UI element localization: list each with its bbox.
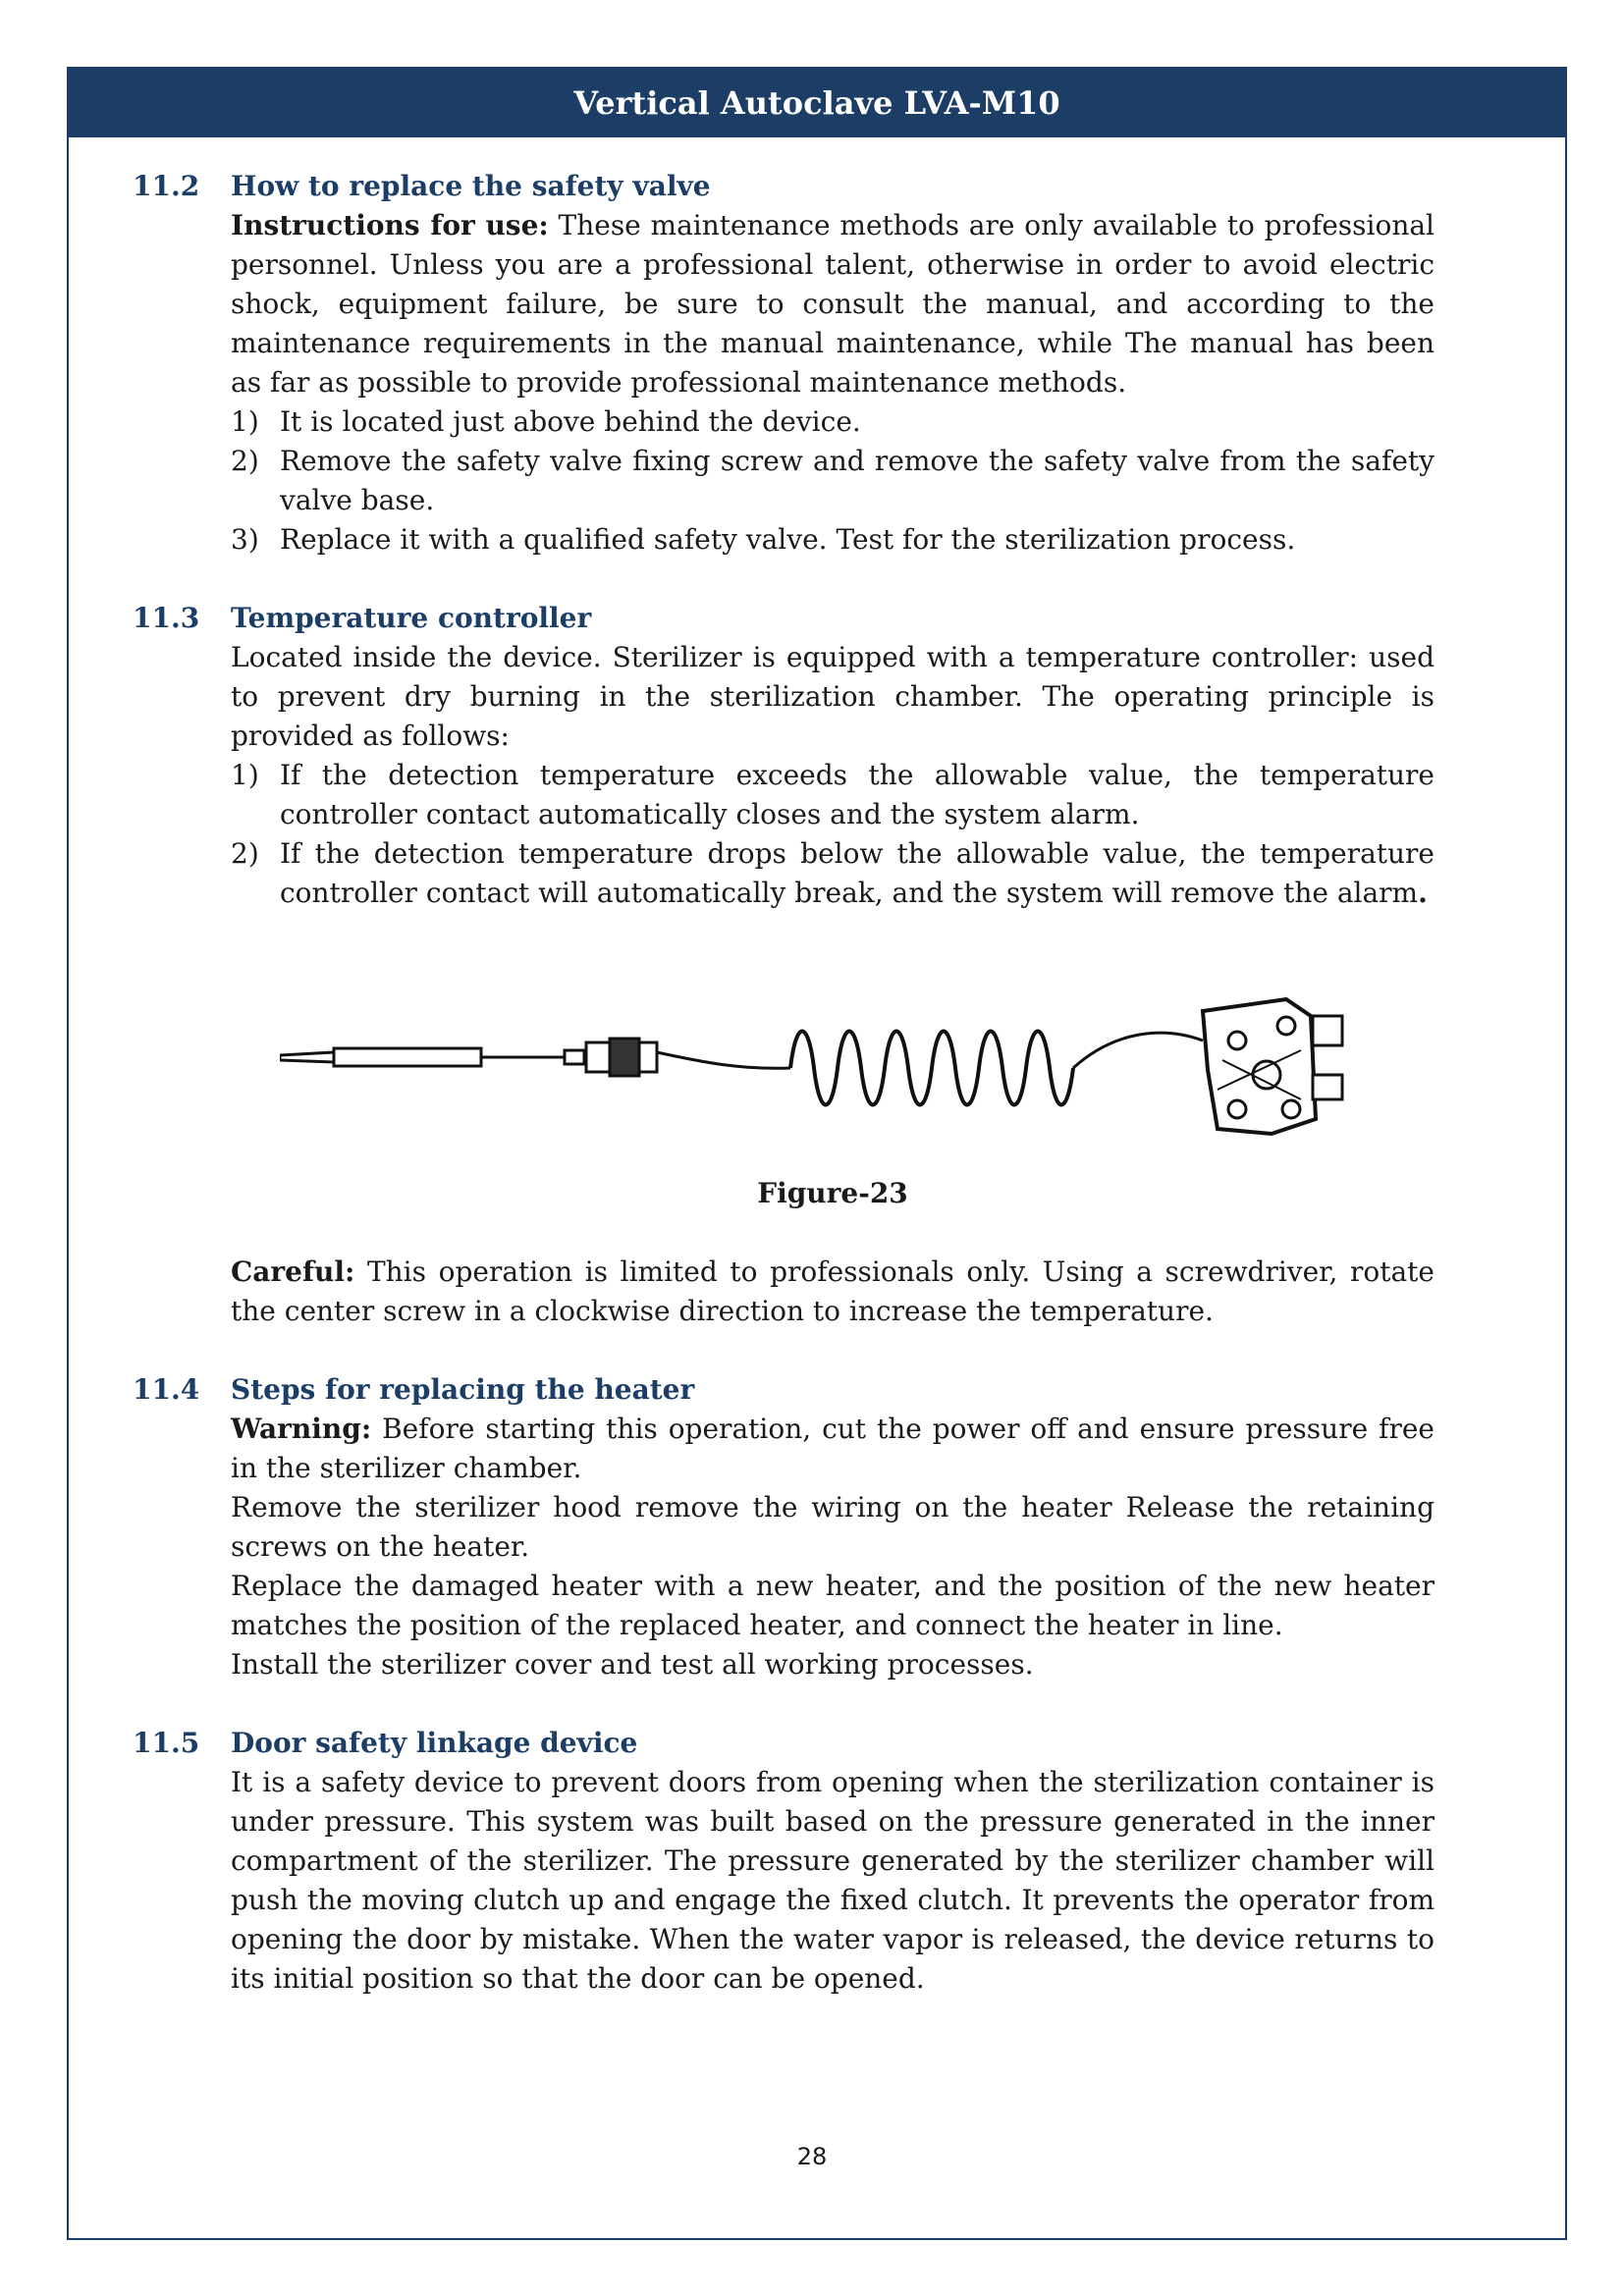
description-paragraph: It is a safety device to prevent doors from opening when the sterilization container is under pressure. This system was built based on the pressure generated in the inner compartment of the sterilizer. The pressure generated by the sterilizer chamber will push the moving clutch up and engage the fixed clutch. It prevents the operator from opening the door by mistake. When the water vapor is released, the device returns to its initial position so that the door can be opened. (231, 1766, 1435, 1995)
figure-thermostat (231, 972, 1435, 1168)
section-heading (133, 1370, 1435, 1410)
warning-text: Before starting this operation, cut the power off and ensure pressure free in the sterilizer chamber. (231, 1413, 1435, 1484)
instructions-paragraph (231, 206, 1435, 402)
section-number: 11.3 (133, 602, 200, 634)
section-11-2 (133, 167, 1435, 560)
principle-list (231, 756, 1435, 913)
warning-label: Warning: (231, 1413, 372, 1445)
section-11-4 (133, 1370, 1435, 1684)
section-number: 11.2 (133, 170, 200, 202)
section-body (231, 638, 1435, 913)
thermostat-illustration (280, 972, 1360, 1168)
list-item-text: It is located just above behind the device. (280, 405, 861, 438)
list-item-text (280, 834, 1435, 913)
instructions-label: Instructions for use: (231, 209, 549, 241)
careful-text: This operation is limited to professionals only. Using a screwdriver, rotate the center screw in a clockwise direction to increase the temperature. (231, 1255, 1435, 1327)
list-item (231, 402, 1435, 442)
section-11-5 (133, 1724, 1435, 1999)
list-item (231, 442, 1435, 520)
list-item-number: 1) (231, 759, 259, 791)
list-item-number: 2) (231, 837, 259, 870)
section-number: 11.5 (133, 1727, 200, 1759)
warning-paragraph (231, 1410, 1435, 1488)
instructions-text: These maintenance methods are only available to professional personnel. Unless you are a professional talent, otherwise in order to avoid electric shock, equipment failure, be sure to consult the manual, and according to the maintenance requirements in the manual maintenance, while The manual has been as far as possible to provide professional maintenance methods. (231, 209, 1435, 399)
list-item (231, 756, 1435, 834)
section-heading (133, 599, 1435, 638)
list-item (231, 520, 1435, 560)
list-item-number: 2) (231, 445, 259, 477)
section-body (231, 206, 1435, 560)
page-content (133, 167, 1435, 2038)
section-title: Temperature controller (231, 602, 592, 634)
steps-list (231, 402, 1435, 560)
figure-caption: Figure-23 (757, 1177, 908, 1209)
list-item-text-main: If the detection temperature drops below the allowable value, the temperature controller contact will automatically break, and the system will remove the alarm (280, 837, 1435, 909)
section-body (231, 1763, 1435, 1999)
careful-label: Careful: (231, 1255, 355, 1288)
list-item-text: Replace it with a qualified safety valve. Test for the sterilization process. (280, 523, 1296, 556)
list-item-number: 1) (231, 405, 259, 438)
section-title: Steps for replacing the heater (231, 1373, 695, 1406)
careful-note (231, 1253, 1435, 1331)
section-heading (133, 1724, 1435, 1763)
list-item-text: If the detection temperature exceeds the allowable value, the temperature controller contact automatically closes and the system alarm. (280, 759, 1435, 830)
list-item-number: 3) (231, 523, 259, 556)
section-11-3 (133, 599, 1435, 913)
step-paragraph: Replace the damaged heater with a new heater, and the position of the new heater matches the position of the replaced heater, and connect the heater in line. (231, 1570, 1435, 1641)
section-heading (133, 167, 1435, 206)
step-paragraph: Install the sterilizer cover and test all working processes. (231, 1648, 1034, 1681)
page-number: 28 (796, 2143, 828, 2170)
section-title: Door safety linkage device (231, 1727, 638, 1759)
list-item-text: Remove the safety valve fixing screw and remove the safety valve from the safety valve base. (280, 445, 1435, 516)
document-header: Vertical Autoclave LVA-M10 (69, 69, 1565, 137)
section-body (231, 1410, 1435, 1684)
section-title: How to replace the safety valve (231, 170, 711, 202)
section-number: 11.4 (133, 1373, 200, 1406)
intro-paragraph: Located inside the device. Sterilizer is equipped with a temperature controller: used to prevent dry burning in the sterilization chamber. The operating principle is provided as follows: (231, 641, 1435, 752)
careful-paragraph (231, 1253, 1435, 1331)
step-paragraph: Remove the sterilizer hood remove the wiring on the heater Release the retaining screws on the heater. (231, 1491, 1435, 1563)
list-item-period: . (1418, 877, 1428, 909)
list-item (231, 834, 1435, 913)
